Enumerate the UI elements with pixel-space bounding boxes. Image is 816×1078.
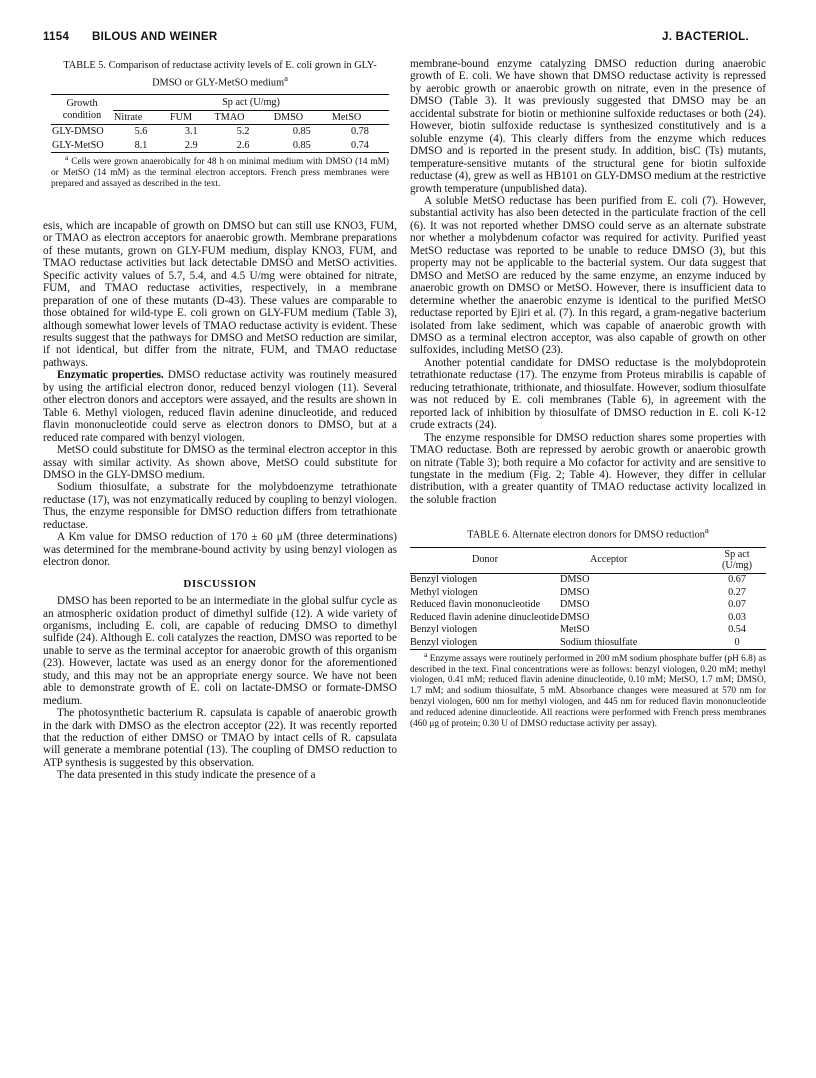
table6-donor-header: Donor [471, 554, 499, 566]
running-head-journal: J. BACTERIOL. [662, 31, 749, 43]
table5-subheader: Nitrate [114, 111, 143, 123]
table5-spact-header: Sp act (U/mg) [222, 97, 280, 109]
table-row: GLY-DMSO 5.6 3.1 5.2 0.85 0.78 [52, 126, 369, 138]
discussion-heading: DISCUSSION [183, 577, 257, 590]
table-row: Reduced flavin adenine dinucleotide DMSO 0.03 [410, 611, 746, 623]
body-paragraph: Enzymatic properties. DMSO reductase activity was routinely measured by using the artificial electron donor, reduced benzyl viologen (11). Several other electron donors and acceptors were assayed, and the results are shown in Table 6. Methyl viologen, reduced flavin adenine dinucleotide, and reduced flavin mononucleotide could serve as electron donors to DMSO, but at a reduced rate compared with benzyl viologen. [43, 369, 398, 444]
table5-subheader: FUM [170, 111, 193, 123]
table6-acceptor-header: Acceptor [590, 554, 628, 566]
table6-grid [410, 547, 766, 650]
table-row: Benzyl viologen DMSO 0.67 [410, 574, 746, 586]
table-row: Benzyl viologen Sodium thiosulfate 0 [410, 636, 766, 649]
body-paragraph: DMSO has been reported to be an intermediate in the global sulfur cycle as an atmospheric oxidation product of dimethyl sulfide (12). A wide variety of organisms, including E. coli, are capable of reducing DMSO to dimethyl sulfide (24). Although E. coli catalyzes the reaction, DMSO was reported to be unable to serve as the terminal acceptor for anaerobic growth of this organism (23). However, lactate was used as an energy donor for the aforementioned study, and this may not be an appropriate energy source. We have not been able to demonstrate growth of E. coli on lactate-DMSO or formate-DMSO medium. [43, 595, 397, 707]
table5-growth-header: Growth condition [51, 95, 113, 125]
table5-subheader: TMAO [214, 111, 245, 123]
left-column [43, 58, 397, 782]
table-row: Reduced flavin mononucleotide DMSO 0.07 [410, 599, 746, 611]
table5-subheader: DMSO [273, 111, 304, 123]
running-head-authors: BILOUS AND WEINER [92, 31, 218, 43]
table5-footnote: $^a$ Cells were grown anaerobically for 48 h on minimal medium with DMSO (14 mM) or MetSO (14 mM) as the terminal electron acceptors. French press membranes were prepared and assayed as described in the text. [51, 153, 390, 190]
table5-subheader: MetSO [331, 111, 362, 123]
table6-caption: TABLE 6. Alternate electron donors for DMSO reduction$^a$ [467, 525, 709, 541]
body-paragraph: membrane-bound enzyme catalyzing DMSO reduction during anaerobic growth of E. coli. We have shown that DMSO reductase activity is repressed by aerobic growth or anaerobic growth on nitrate, even in the presence of DMSO (Table 3). It was previously suggested that DMSO may be an accidental substrate for biotin or methionine sulfoxide reductases or both (24). However, biotin sulfoxide reductase is synthesized constitutively and is a soluble enzyme (4). This clearly differs from the enzyme which reduces DMSO and is reported in the present study. In addition, bisC (Ts) mutants, temperature-sensitive mutants of the structural gene for biotin sulfoxide reductase (4), grew as well as HB101 on GLY-DMSO medium at the restrictive growth temperature (unpublished data). [410, 58, 766, 195]
body-paragraph: The photosynthetic bacterium R. capsulata is capable of anaerobic growth in the dark with DMSO as the electron acceptor (22). It was recently reported that the reduction of either DMSO or TMAO by intact cells of R. capsulata will generate a membrane potential (13). The coupling of DMSO reduction to ATP synthesis is suggested by this observation. [43, 707, 397, 769]
table6 [410, 524, 766, 729]
body-paragraph: MetSO could substitute for DMSO as the terminal electron acceptor in this assay with similar activity. As shown above, MetSO could substitute for DMSO in the GLY-DMSO medium. [43, 444, 397, 481]
table-row: GLY-MetSO 8.1 2.9 2.6 0.85 0.74 [51, 139, 389, 153]
table6-footnote: $^a$ Enzyme assays were routinely performed in 200 mM sodium phosphate buffer (pH 6.8) as described in the text. Final concentrations were as follows: benzyl viologen, 0.20 mM; methyl viologen, 0.41 mM; reduced flavin adenine dinucleotide, 0.10 mM; MetSO, 1.7 mM; DMSO, 1.7 mM; and sodium thiosulfate, 5 mM. Absorbance changes were measured at 570 nm for benzyl viologen, 600 nm for methyl viologen, and 445 nm for reduced flavin mononucleotide and reduced adenine dinucleotide. All reactions were performed with French press membranes (460 μg of protein; 0.30 U of DMSO reductase activity per assay). [410, 649, 766, 729]
table5-caption: TABLE 5. Comparison of reductase activity levels of E. coli grown in GLY-DMSO or GLY-MetSO medium$^a$ [63, 60, 377, 89]
body-paragraph: esis, which are incapable of growth on DMSO but can still use KNO3, FUM, or TMAO as electron acceptors for anaerobic growth. Membrane preparations of these mutants, grown on GLY-FUM medium, display KNO3, FUM, and TMAO reductase activities but lack detectable DMSO and MetSO activities. Specific activity values of 5.7, 5.4, and 4.5 U/mg were obtained for nitrate, FUM, and TMAO reductase activities, respectively, in a membrane preparation of one of these mutants (D-43). These values are comparable to those obtained for wild-type E. coli grown on GLY-FUM medium (Table 3), although somewhat lower levels of TMAO reductase activity is evident. These results suggest that the pathways for DMSO and MetSO reduction are similar, if not identical, but differ from the nitrate, FUM, and TMAO reductase pathways. [43, 219, 397, 369]
page-number: 1154 [43, 31, 70, 43]
table6-spact-header: Sp act (U/mg) [722, 548, 752, 572]
table-row: Benzyl viologen MetSO 0.54 [410, 624, 746, 636]
table5-grid [51, 94, 389, 153]
body-paragraph: The data presented in this study indicate the presence of a [57, 769, 316, 782]
section-heading-enzymatic: Enzymatic properties. [57, 369, 164, 382]
table-row: Methyl viologen DMSO 0.27 [410, 586, 746, 598]
right-column [410, 58, 766, 729]
body-paragraph: The enzyme responsible for DMSO reduction shares some properties with TMAO reductase. Both are repressed by aerobic growth or anaerobic growth on nitrate (Table 3); both require a Mo cofactor for activity and are sensitive to tungstate in the medium (Fig. 2; Table 4). However, they differ in cellular distribution, with a greater quantity of TMAO reductase activity localized in the soluble fraction [410, 431, 766, 506]
table5 [51, 60, 389, 190]
body-paragraph: Sodium thiosulfate, a substrate for the molybdoenzyme tetrathionate reductase (17), was not enzymatically reduced by coupling to benzyl viologen. Thus, the enzyme responsible for DMSO reduction differs from tetrathionate reductase. [43, 481, 397, 531]
body-paragraph: A soluble MetSO reductase has been purified from E. coli (7). However, substantial activity has also been detected in the particulate fraction of the cell (6). It was not reported whether DMSO could serve as an alternate substrate nor whether a molybdenum cofactor was required for activity. Purified yeast MetSO reductase was reported to be unable to reduce DMSO (3), but this property may not be applicable to the bacterial system. Our data suggest that DMSO and MetSO are reduced by the same enzyme, an enzyme induced by anaerobic growth on DMSO or MetSO. However, there is insufficient data to determine whether the anaerobic enzyme is identical to the purified MetSO reductase reported by Ejiri et al. (7). In this regard, a gram-negative bacterium isolated from lake sediment, which was capable of anaerobic growth with DMSO as a terminal electron acceptor, was also capable of growth on other sulfoxides, including MetSO (23). [410, 194, 766, 357]
body-paragraph: A Km value for DMSO reduction of 170 ± 60 μM (three determinations) was determined for the membrane-bound activity by using benzyl viologen as electron donor. [43, 531, 397, 569]
body-paragraph: Another potential candidate for DMSO reductase is the molybdoprotein tetrathionate reductase (17). The enzyme from Proteus mirabilis is capable of reducing tetrathionate, trithionate, and thiosulfate. However, sodium thiosulfate was not reduced by E. coli membranes (Table 6), in agreement with the reported lack of inhibition by thiosulfate of DMSO reduction in E. coli K-12 crude extracts (24). [410, 356, 766, 432]
